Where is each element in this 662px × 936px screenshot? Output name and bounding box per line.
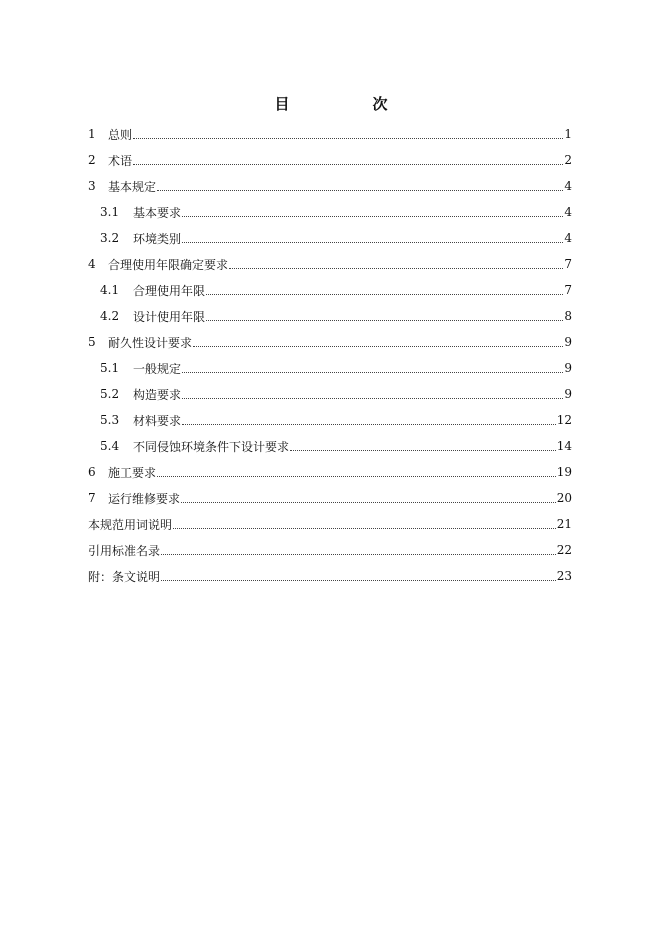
toc-entry[interactable] xyxy=(88,355,572,381)
toc-entry-title: 基本规定 xyxy=(108,179,157,194)
toc-entry[interactable] xyxy=(88,381,572,407)
toc-dot-leader xyxy=(173,527,556,529)
toc-entry-number: 3.2 xyxy=(100,231,120,245)
toc-entry-title: 总则 xyxy=(108,127,133,142)
toc-entry-title: 附：条文说明 xyxy=(88,569,161,584)
toc-entry-title: 施工要求 xyxy=(108,465,157,480)
toc-entry-page: 4 xyxy=(564,231,572,245)
toc-entry-page: 9 xyxy=(564,387,572,401)
toc-entry[interactable] xyxy=(88,433,572,459)
toc-entry-number: 2 xyxy=(88,153,96,167)
toc-entry-page: 14 xyxy=(556,439,572,453)
toc-entry[interactable] xyxy=(88,147,572,173)
toc-entry-number: 5.4 xyxy=(100,439,120,453)
toc-entry-page: 2 xyxy=(564,153,572,167)
toc-dot-leader xyxy=(229,267,563,269)
toc-entry-number: 5.2 xyxy=(100,387,120,401)
toc-entry-number: 5 xyxy=(88,335,96,349)
toc-entry-number: 4.2 xyxy=(100,309,120,323)
toc-entry[interactable] xyxy=(88,251,572,277)
toc-entry-number: 4.1 xyxy=(100,283,120,297)
toc-dot-leader xyxy=(193,345,563,347)
toc-entry-number: 3.1 xyxy=(100,205,120,219)
toc-entry-page: 9 xyxy=(564,335,572,349)
toc-dot-leader xyxy=(181,501,556,503)
toc-entry-number: 7 xyxy=(88,491,96,505)
toc-entry-number: 6 xyxy=(88,465,96,479)
toc-entry-page: 22 xyxy=(556,543,572,557)
toc-entry-title: 材料要求 xyxy=(133,413,182,428)
toc-dot-leader xyxy=(182,371,563,373)
toc-entry-title: 合理使用年限 xyxy=(133,283,206,298)
toc-entry-title: 设计使用年限 xyxy=(133,309,206,324)
toc-dot-leader xyxy=(157,475,556,477)
toc-dot-leader xyxy=(133,163,563,165)
toc-entry-title: 环境类别 xyxy=(133,231,182,246)
toc-entry[interactable] xyxy=(88,121,572,147)
toc-entry-page: 1 xyxy=(564,127,572,141)
toc-title: 目 次 xyxy=(274,95,422,113)
toc-entry-title: 耐久性设计要求 xyxy=(108,335,193,350)
toc-entry-title: 基本要求 xyxy=(133,205,182,220)
toc-dot-leader xyxy=(182,215,563,217)
toc-entry[interactable] xyxy=(88,459,572,485)
toc-entry-page: 12 xyxy=(556,413,572,427)
toc-entry-page: 9 xyxy=(564,361,572,375)
toc-dot-leader xyxy=(161,579,556,581)
toc-dot-leader xyxy=(206,293,563,295)
toc-entry[interactable] xyxy=(88,537,572,563)
toc-dot-leader xyxy=(182,241,563,243)
toc-entry-page: 19 xyxy=(556,465,572,479)
toc-entry[interactable] xyxy=(88,563,572,589)
toc-dot-leader xyxy=(290,449,556,451)
toc-list xyxy=(88,121,572,589)
toc-entry-page: 7 xyxy=(564,283,572,297)
toc-entry[interactable] xyxy=(88,199,572,225)
toc-entry-page: 7 xyxy=(564,257,572,271)
toc-entry-page: 23 xyxy=(556,569,572,583)
toc-entry-title: 一般规定 xyxy=(133,361,182,376)
toc-dot-leader xyxy=(161,553,556,555)
toc-entry-number: 3 xyxy=(88,179,96,193)
toc-entry[interactable] xyxy=(88,485,572,511)
toc-dot-leader xyxy=(206,319,563,321)
toc-entry-page: 20 xyxy=(556,491,572,505)
toc-entry-title: 运行维修要求 xyxy=(108,491,181,506)
toc-entry-number: 1 xyxy=(88,127,96,141)
toc-entry-number: 5.3 xyxy=(100,413,120,427)
toc-entry[interactable] xyxy=(88,329,572,355)
toc-entry-page: 21 xyxy=(556,517,572,531)
toc-entry[interactable] xyxy=(88,407,572,433)
toc-entry-title: 合理使用年限确定要求 xyxy=(108,257,229,272)
toc-entry[interactable] xyxy=(88,173,572,199)
toc-dot-leader xyxy=(133,137,563,139)
toc-entry-page: 4 xyxy=(564,179,572,193)
toc-entry[interactable] xyxy=(88,511,572,537)
toc-dot-leader xyxy=(182,423,556,425)
toc-entry-title: 引用标准名录 xyxy=(88,543,161,558)
toc-entry-number: 4 xyxy=(88,257,96,271)
toc-entry-title: 本规范用词说明 xyxy=(88,517,173,532)
toc-entry-number: 5.1 xyxy=(100,361,120,375)
toc-entry-page: 4 xyxy=(564,205,572,219)
toc-dot-leader xyxy=(182,397,563,399)
toc-entry[interactable] xyxy=(88,277,572,303)
toc-entry[interactable] xyxy=(88,225,572,251)
toc-entry-page: 8 xyxy=(564,309,572,323)
toc-entry[interactable] xyxy=(88,303,572,329)
toc-entry-title: 不同侵蚀环境条件下设计要求 xyxy=(133,439,290,454)
toc-dot-leader xyxy=(157,189,563,191)
toc-entry-title: 术语 xyxy=(108,153,133,168)
toc-entry-title: 构造要求 xyxy=(133,387,182,402)
